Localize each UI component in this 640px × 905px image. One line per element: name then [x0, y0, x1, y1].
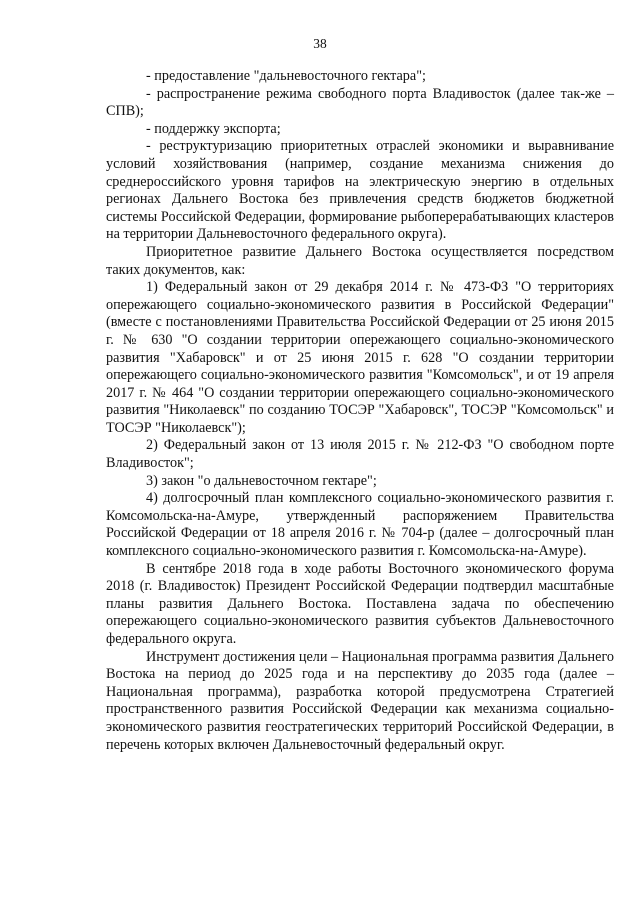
paragraph-eef-2018: В сентябре 2018 года в ходе работы Восточного экономического форума 2018 (г. Владивосток) Президент Российской Федерации подтвердил масштабные планы развития Дальнего Востока. Поставлена задача по обеспечению опережающего социально-экономического развития субъектов Дальневосточного федерального округа. — [106, 560, 614, 647]
paragraph-hectare-law: 3) закон "о дальневосточном гектаре"; — [146, 472, 377, 489]
paragraph-national-program: Инструмент достижения цели – Национальная программа развития Дальнего Востока на период до 2025 года и на перспективу до 2035 года (далее – Национальная программа), разработка которой предусмотрена Стратегией пространственного развития Российской Федерации как механизма социально-экономического развития геостратегических территорий Российской Федерации, в перечень которых включен Дальневосточный федеральный округ. — [106, 648, 614, 753]
paragraph-export-support: - поддержку экспорта; — [146, 120, 281, 137]
document-body — [106, 68, 614, 754]
paragraph-komsomolsk-plan: 4) долгосрочный план комплексного социально-экономического развития г. Комсомольска-на-Амуре, утвержденный распоряжением Правительства Российской Федерации от 18 апреля 2016 г. № 704-р (далее – долгосрочный план комплексного социально-экономического развития г. Комсомольска-на-Амуре). — [106, 490, 614, 560]
paragraph-priority-documents-intro: Приоритетное развитие Дальнего Востока осуществляется посредством таких документов, как: — [106, 243, 614, 278]
paragraph-free-port: - распространение режима свободного порта Владивосток (далее так-же – СПВ); — [106, 85, 614, 120]
page-number: 38 — [313, 36, 327, 51]
paragraph-restructuring: - реструктуризацию приоритетных отраслей экономики и выравнивание условий хозяйствования (например, создание механизма снижения до среднероссийского уровня тарифов на электрическую энергию в отдельных регионах Дальнего Востока без привлечения средств бюджетов бюджетной системы Российской Федерации, формирование рыбоперерабатывающих кластеров на территории Дальневосточного федерального округа). — [106, 138, 614, 243]
paragraph-law-212: 2) Федеральный закон от 13 июля 2015 г. № 212-ФЗ "О свободном порте Владивосток"; — [106, 437, 614, 472]
paragraph-far-east-hectare: - предоставление "дальневосточного гектара"; — [146, 68, 426, 84]
paragraph-law-473: 1) Федеральный закон от 29 декабря 2014 г. № 473-ФЗ "О территориях опережающего социально-экономического развития в Российской Федерации" (вместе с постановлениями Правительства Российской Федерации от 25 июня 2015 г. № 630 "О создании территории опережающего социально-экономического развития "Хабаровск" и от 25 июня 2015 г. 628 "О создании территории опережающего социально-экономического развития "Комсомольск", и от 19 апреля 2017 г. № 464 "О создании территории опережающего социально-экономического развития "Николаевск" по созданию ТОСЭР "Хабаровск", ТОСЭР "Комсомольск" и ТОСЭР "Николаевск"); — [106, 279, 614, 436]
